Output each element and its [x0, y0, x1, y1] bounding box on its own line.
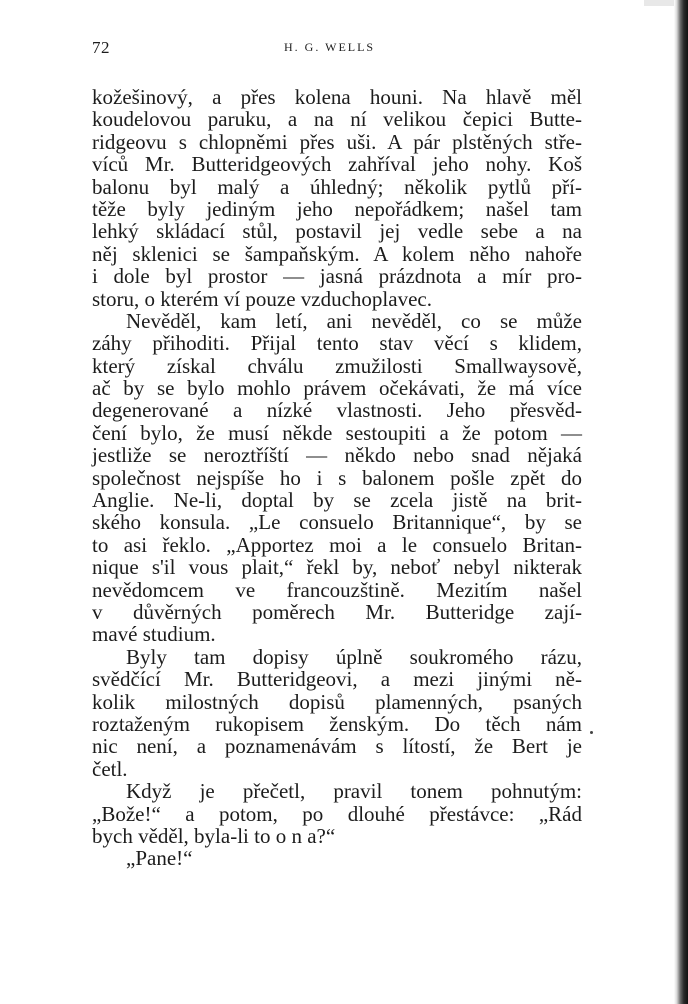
text-line: těže byly jediným jeho nepořádkem; našel tam	[92, 196, 582, 221]
text-line: degenerované a nízké vlastnosti. Jeho přesvěd-	[92, 398, 582, 423]
text-line: čení bylo, že musí někde sestoupiti a že potom —	[92, 420, 582, 445]
text-line: „Bože!“ a potom, po dlouhé přestávce: „Rád	[92, 801, 582, 826]
body-text	[92, 86, 582, 870]
text-line: svědčící Mr. Butteridgeovi, a mezi jinými ně-	[92, 667, 582, 692]
text-line: koudelovou paruku, a na ní velikou čepici Butte-	[92, 107, 582, 132]
text-line: kolik milostných dopisů plamenných, psaných	[92, 689, 582, 714]
ink-speck	[590, 731, 593, 734]
text-line: Anglie. Ne-li, doptal by se zcela jistě na brit-	[92, 488, 582, 513]
text-line: nic není, a poznamenávám s lítostí, že Bert je	[92, 734, 582, 759]
running-head	[92, 38, 582, 58]
running-title: H. G. WELLS	[284, 40, 376, 54]
text-line: nevědomcem ve francouzštině. Mezitím našel	[92, 577, 582, 602]
text-line: roztaženým rukopisem ženským. Do těch nám	[92, 711, 582, 736]
text-line: společnost nejspíše ho i s balonem pošle zpět do	[92, 465, 582, 490]
text-line: víců Mr. Butteridgeových zahříval jeho nohy. Koš	[92, 152, 582, 177]
text-line: něj sklenici se šampaňským. A kolem něho nahoře	[92, 241, 582, 266]
text-line: bych věděl, byla-li to o n a?“	[92, 823, 336, 848]
text-line: v důvěrných poměrech Mr. Butteridge zají-	[92, 599, 582, 624]
text-line: Nevěděl, kam letí, ani nevěděl, co se může	[126, 308, 582, 333]
page-edge-shadow	[674, 0, 688, 1004]
text-line: ridgeovu s chlopněmi přes uši. A pár plstěných stře-	[92, 129, 582, 154]
text-line: lehký skládací stůl, postavil jej vedle sebe a na	[92, 219, 582, 244]
text-line: storu, o kterém ví pouze vzduchoplavec.	[92, 286, 432, 311]
text-line: Byly tam dopisy úplně soukromého rázu,	[126, 644, 582, 669]
text-line: Když je přečetl, pravil tonem pohnutým:	[126, 779, 582, 804]
text-line: i dole byl prostor — jasná prázdnota a mír pro-	[92, 264, 582, 289]
text-line: kožešinový, a přes kolena houni. Na hlavě měl	[92, 85, 582, 109]
text-line: ského konsula. „Le consuelo Britannique“, by se	[92, 510, 582, 535]
text-line: balonu byl malý a úhledný; několik pytlů pří-	[92, 174, 582, 199]
text-line: „Pane!“	[126, 846, 193, 871]
text-line: záhy přihoditi. Přijal tento stav věcí s klidem,	[92, 331, 582, 356]
text-line: mavé studium.	[92, 622, 216, 647]
text-line: ač by se bylo mohlo právem očekávati, že má více	[92, 376, 582, 401]
text-line: který získal chválu zmužilosti Smallwaysově,	[92, 353, 582, 378]
text-line: jestliže se neroztříští — někdo nebo snad nějaká	[92, 443, 582, 468]
page-number: 72	[92, 38, 110, 57]
page-corner	[644, 0, 674, 6]
text-line: to asi řeklo. „Apportez moi a le consuelo Britan-	[92, 532, 582, 557]
text-line: četl.	[92, 756, 128, 781]
text-line: nique s'il vous plait,“ řekl by, neboť nebyl nikterak	[92, 555, 582, 580]
